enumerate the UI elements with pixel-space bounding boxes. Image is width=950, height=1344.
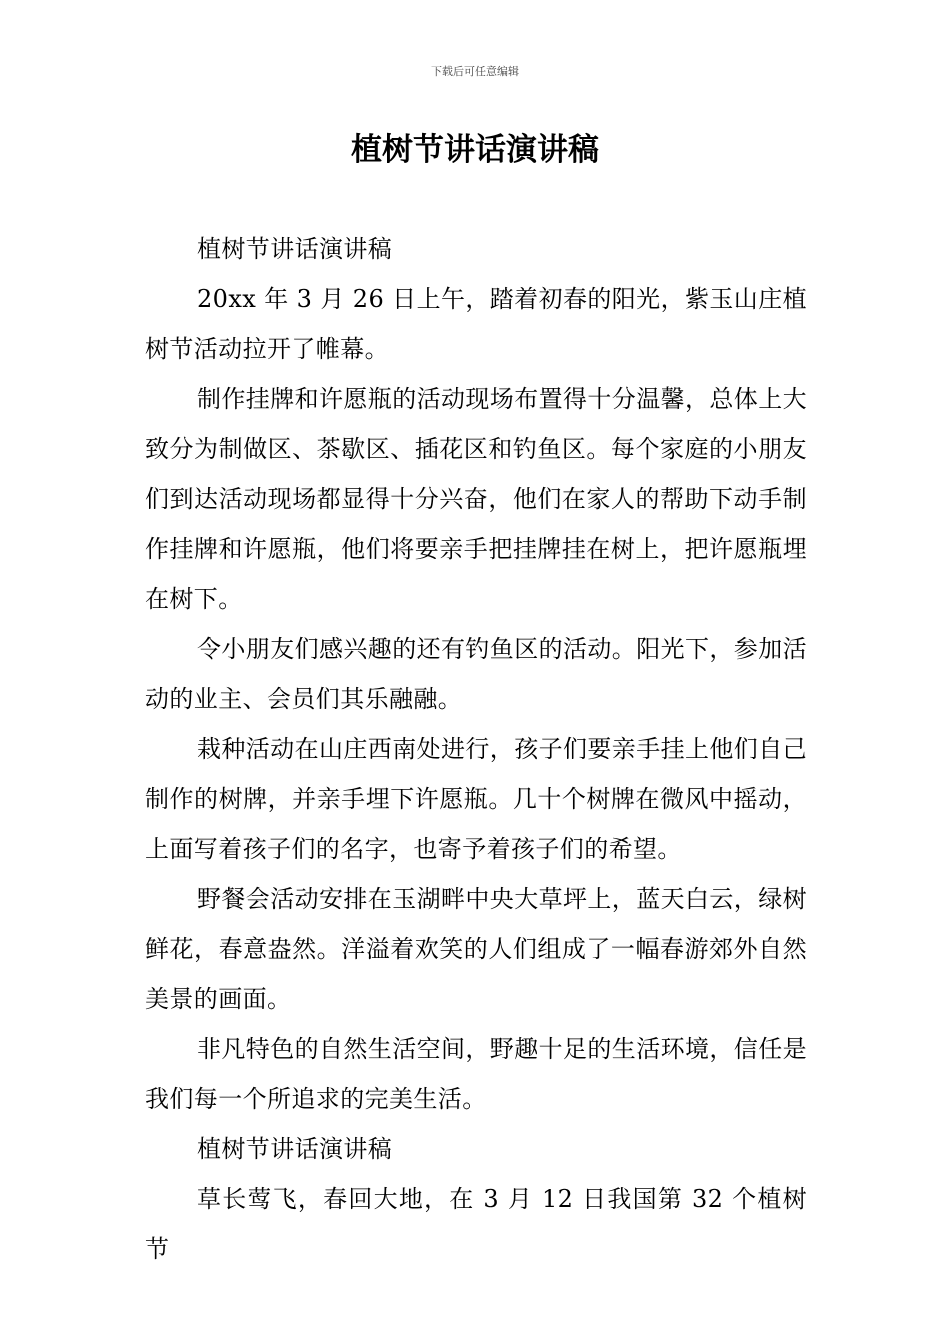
paragraph: 非凡特色的自然生活空间，野趣十足的生活环境，信任是我们每一个所追求的完美生活。 xyxy=(145,1035,807,1113)
paragraph-subtitle: 植树节讲话演讲稿 xyxy=(197,235,393,263)
document-title: 植树节讲话演讲稿 xyxy=(351,132,599,168)
paragraph: 野餐会活动安排在玉湖畔中央大草坪上，蓝天白云，绿树鲜花，春意盎然。洋溢着欢笑的人们组成了一幅春游郊外自然美景的画面。 xyxy=(145,885,807,1013)
paragraph: 栽种活动在山庄西南处进行，孩子们要亲手挂上他们自己制作的树牌，并亲手埋下许愿瓶。几十个树牌在微风中摇动，上面写着孩子们的名字，也寄予着孩子们的希望。 xyxy=(145,735,807,863)
paragraph: 制作挂牌和许愿瓶的活动现场布置得十分温馨，总体上大致分为制做区、茶歇区、插花区和钓鱼区。每个家庭的小朋友们到达活动现场都显得十分兴奋，他们在家人的帮助下动手制作挂牌和许愿瓶，他们将要亲手把挂牌挂在树上，把许愿瓶埋在树下。 xyxy=(145,385,807,613)
paragraph: 20xx 年 3 月 26 日上午，踏着初春的阳光，紫玉山庄植树节活动拉开了帷幕。 xyxy=(145,285,807,363)
paragraph: 令小朋友们感兴趣的还有钓鱼区的活动。阳光下，参加活动的业主、会员们其乐融融。 xyxy=(145,635,807,713)
page-header-note: 下载后可任意编辑 xyxy=(431,65,519,78)
paragraph: 草长莺飞，春回大地，在 3 月 12 日我国第 32 个植树节 xyxy=(145,1185,807,1263)
paragraph-subtitle: 植树节讲话演讲稿 xyxy=(197,1135,393,1163)
document-body xyxy=(145,224,807,1274)
